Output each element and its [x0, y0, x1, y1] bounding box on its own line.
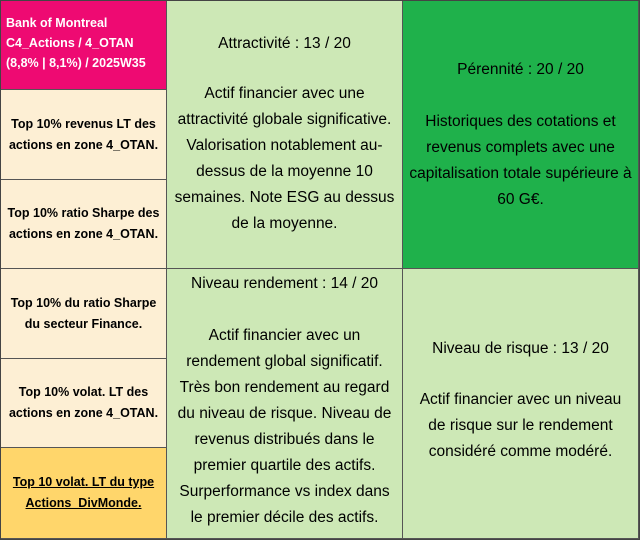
rendement-text: Actif financier avec un rendement global significatif. Très bon rendement au regard du niveau de risque. Niveau de revenus distribués dans le premier quartile des actifs. Surperformance vs index dans le premier décile des actifs.	[177, 327, 392, 526]
criterion-label: Top 10% revenus LT des actions en zone 4_OTAN.	[8, 116, 159, 152]
criterion-sharpe-zone	[1, 180, 167, 269]
criterion-volat-type	[1, 448, 167, 539]
risque-text: Actif financier avec un niveau de risque sur le rendement considéré comme modéré.	[419, 391, 622, 460]
rendement-title: Niveau rendement : 14 / 20	[191, 275, 378, 292]
asset-class-zone: C4_Actions / 4_OTAN	[6, 36, 134, 50]
asset-rates-week: (8,8% | 8,1%) / 2025W35	[6, 56, 146, 70]
criterion-revenus-zone	[1, 90, 167, 180]
attractivite-title: Attractivité : 13 / 20	[218, 35, 351, 52]
risque-title: Niveau de risque : 13 / 20	[432, 340, 609, 357]
asset-name: Bank of Montreal	[6, 16, 108, 30]
risque-block	[403, 269, 639, 539]
criterion-sharpe-secteur	[1, 269, 167, 359]
perennite-block	[403, 1, 639, 269]
perennite-text: Historiques des cotations et revenus complets avec une capitalisation totale supérieure à 60 G€.	[409, 113, 632, 208]
asset-header	[1, 1, 167, 90]
criterion-label: Top 10 volat. LT du type Actions_DivMonde.	[12, 475, 155, 510]
attractivite-text: Actif financier avec une attractivité globale significative. Valorisation notablement au-dessus de la moyenne 10 semaines. Note ESG au dessus de la moyenne.	[174, 85, 395, 232]
criterion-label: Top 10% du ratio Sharpe du secteur Finance.	[10, 295, 157, 331]
criterion-label: Top 10% volat. LT des actions en zone 4_OTAN.	[8, 385, 159, 420]
criterion-label: Top 10% ratio Sharpe des actions en zone 4_OTAN.	[7, 206, 160, 241]
rendement-block	[167, 269, 403, 539]
criterion-volat-zone	[1, 359, 167, 448]
perennite-title: Pérennité : 20 / 20	[457, 61, 584, 78]
attractivite-block	[167, 1, 403, 269]
